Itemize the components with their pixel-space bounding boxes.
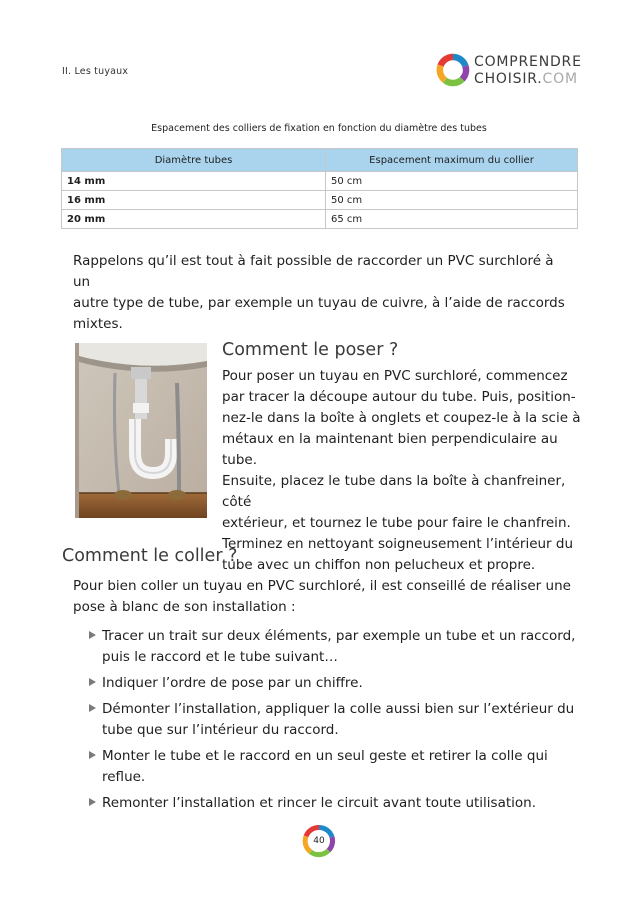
bullet-triangle-icon (89, 678, 96, 686)
text-line: Démonter l’installation, appliquer la colle aussi bien sur l’extérieur du (102, 701, 575, 717)
section-header: II. Les tuyaux (62, 66, 129, 77)
text-line: Terminez en nettoyant soigneusement l’intérieur du (222, 536, 574, 552)
sink-pipe-photo (75, 343, 207, 518)
bullet-triangle-icon (89, 751, 96, 759)
bullet-triangle-icon (89, 704, 96, 712)
bullet-list (89, 626, 579, 819)
list-item (89, 673, 579, 694)
table-cell-diameter: 16 mm (62, 191, 326, 210)
table-cell-spacing: 50 cm (326, 172, 578, 191)
list-item (89, 699, 579, 741)
table-row (62, 191, 578, 210)
logo-ring-icon (436, 53, 470, 87)
logo-text-line1: COMPRENDRE (474, 54, 582, 70)
text-line: tube avec un chiffon non pelucheux et propre. (222, 557, 536, 573)
heading-coller: Comment le coller ? (62, 546, 238, 566)
text-line: Pour bien coller un tuyau en PVC surchloré, il est conseillé de réaliser une (73, 578, 571, 594)
table-caption: Espacement des colliers de fixation en fonction du diamètre des tubes (151, 123, 487, 134)
text-line: extérieur, et tournez le tube pour faire le chanfrein. (222, 515, 571, 531)
text-line: Tracer un trait sur deux éléments, par exemple un tube et un raccord, (102, 628, 576, 644)
table-header-row (62, 149, 578, 172)
bullet-triangle-icon (89, 798, 96, 806)
logo-text-line2 (474, 71, 578, 87)
table-cell-diameter: 14 mm (62, 172, 326, 191)
list-item (89, 626, 579, 668)
text-line: puis le raccord et le tube suivant… (102, 649, 338, 665)
text-line: métaux en la maintenant bien perpendiculaire au tube. (222, 431, 558, 468)
text-line: Ensuite, placez le tube dans la boîte à chanfreiner, côté (222, 473, 566, 510)
poser-paragraph (222, 366, 582, 576)
intro-paragraph (73, 251, 573, 335)
text-line: tube que sur l’intérieur du raccord. (102, 722, 339, 738)
table-cell-spacing: 50 cm (326, 191, 578, 210)
list-item (89, 746, 579, 788)
table-cell-diameter: 20 mm (62, 210, 326, 229)
text-line: Rappelons qu’il est tout à fait possible de raccorder un PVC surchloré à un (73, 253, 554, 290)
table-row (62, 210, 578, 229)
text-line: mixtes. (73, 316, 123, 332)
text-line: Monter le tube et le raccord en un seul geste et retirer la colle qui reflue. (102, 748, 548, 785)
text-line: nez-le dans la boîte à onglets et coupez-le à la scie à (222, 410, 581, 426)
logo-text-accent: COM (542, 71, 578, 87)
text-line: Indiquer l’ordre de pose par un chiffre. (102, 675, 363, 691)
table-header-cell: Diamètre tubes (62, 149, 326, 172)
text-line: Remonter l’installation et rincer le circuit avant toute utilisation. (102, 795, 536, 811)
coller-paragraph (73, 576, 573, 618)
text-line: par tracer la découpe autour du tube. Puis, position- (222, 389, 576, 405)
text-line: pose à blanc de son installation : (73, 599, 296, 615)
brand-logo (436, 52, 586, 92)
text-line: autre type de tube, par exemple un tuyau de cuivre, à l’aide de raccords (73, 295, 565, 311)
table-row (62, 172, 578, 191)
logo-text-main: CHOISIR. (474, 71, 543, 87)
heading-poser: Comment le poser ? (222, 340, 399, 360)
page-number: 40 (313, 836, 325, 846)
table-cell-spacing: 65 cm (326, 210, 578, 229)
bullet-triangle-icon (89, 631, 96, 639)
spacing-table (61, 148, 578, 229)
table-header-cell: Espacement maximum du collier (326, 149, 578, 172)
list-item (89, 793, 579, 814)
text-line: Pour poser un tuyau en PVC surchloré, commencez (222, 368, 568, 384)
